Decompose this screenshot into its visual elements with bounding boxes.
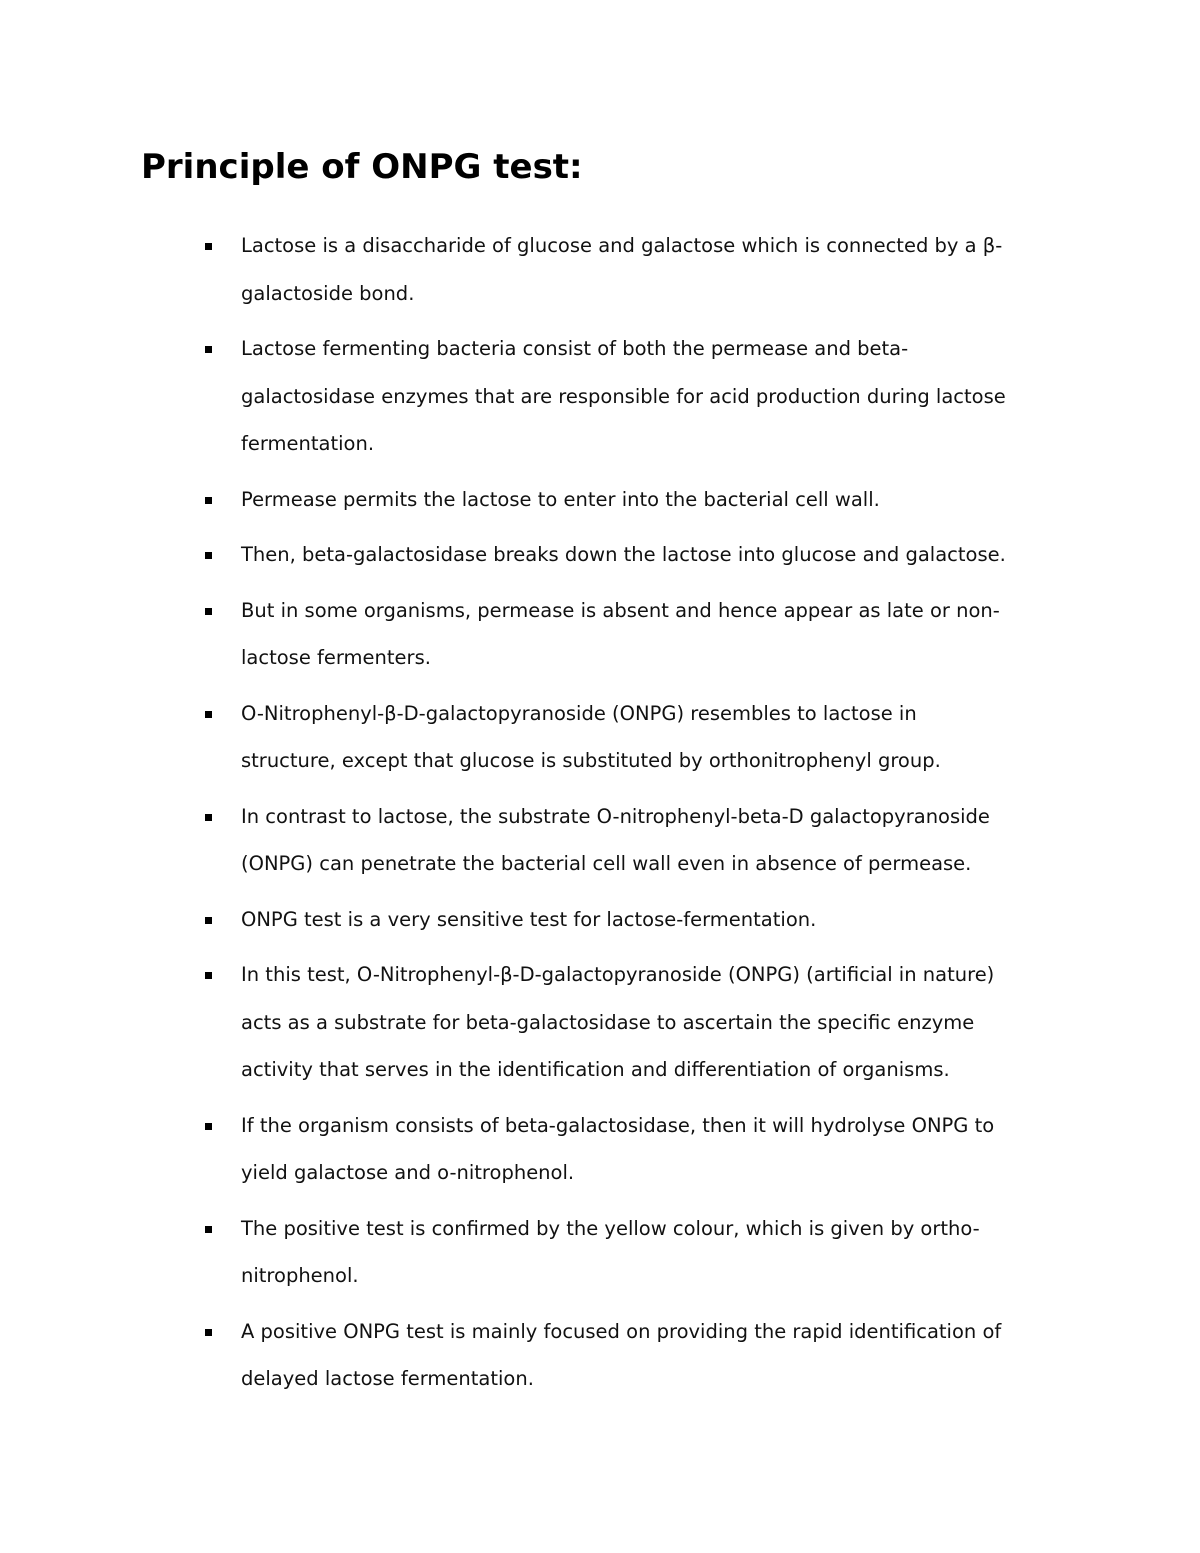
square-bullet-icon	[205, 497, 212, 504]
square-bullet-icon	[205, 243, 212, 250]
list-item-text-line: In contrast to lactose, the substrate O-nitrophenyl-beta-D galactopyranoside	[241, 804, 990, 828]
list-item-text-line: fermentation.	[241, 432, 375, 455]
square-bullet-icon	[205, 917, 212, 924]
square-bullet-icon	[205, 346, 212, 353]
list-item-text-line: structure, except that glucose is substituted by orthonitrophenyl group.	[241, 749, 941, 772]
list-item-text-line: Lactose is a disaccharide of glucose and galactose which is connected by a β-	[241, 234, 1003, 257]
square-bullet-icon	[205, 1329, 212, 1336]
list-item-text-line: lactose fermenters.	[241, 646, 431, 669]
square-bullet-icon	[205, 1123, 212, 1130]
square-bullet-icon	[205, 1226, 212, 1233]
square-bullet-icon	[205, 711, 212, 718]
list-item-text-line: delayed lactose fermentation.	[241, 1367, 534, 1390]
square-bullet-icon	[205, 814, 212, 821]
list-item-text-line: If the organism consists of beta-galactosidase, then it will hydrolyse ONPG to	[241, 1113, 995, 1137]
list-item-text-line: Permease permits the lactose to enter into the bacterial cell wall.	[241, 487, 880, 511]
list-item-text-line: galactosidase enzymes that are responsible for acid production during lactose	[241, 384, 1006, 408]
list-item-text-line: Then, beta-galactosidase breaks down the lactose into glucose and galactose.	[241, 543, 1006, 566]
list-item-text-line: (ONPG) can penetrate the bacterial cell wall even in absence of permease.	[241, 852, 972, 875]
list-item-text-line: In this test, O-Nitrophenyl-β-D-galactopyranoside (ONPG) (artificial in nature)	[241, 963, 995, 986]
list-item-text-line: The positive test is confirmed by the yellow colour, which is given by ortho-	[241, 1216, 980, 1240]
square-bullet-icon	[205, 608, 212, 615]
list-item-text-line: acts as a substrate for beta-galactosidase to ascertain the specific enzyme	[241, 1010, 975, 1034]
list-item-text-line: ONPG test is a very sensitive test for lactose-fermentation.	[241, 907, 817, 931]
list-item-text-line: But in some organisms, permease is absent and hence appear as late or non-	[241, 598, 1000, 622]
list-item-text-line: yield galactose and o-nitrophenol.	[241, 1161, 575, 1184]
list-item-text-line: O-Nitrophenyl-β-D-galactopyranoside (ONPG) resembles to lactose in	[241, 701, 917, 725]
square-bullet-icon	[205, 972, 212, 979]
list-item-text-line: Lactose fermenting bacteria consist of both the permease and beta-	[241, 337, 909, 360]
list-item-text-line: activity that serves in the identification and differentiation of organisms.	[241, 1058, 950, 1081]
list-item-text-line: galactoside bond.	[241, 281, 415, 305]
page-title: Principle of ONPG test:	[141, 147, 583, 187]
list-item-text-line: nitrophenol.	[241, 1264, 359, 1287]
list-item-text-line: A positive ONPG test is mainly focused on providing the rapid identification of	[241, 1319, 1002, 1343]
square-bullet-icon	[205, 552, 212, 559]
